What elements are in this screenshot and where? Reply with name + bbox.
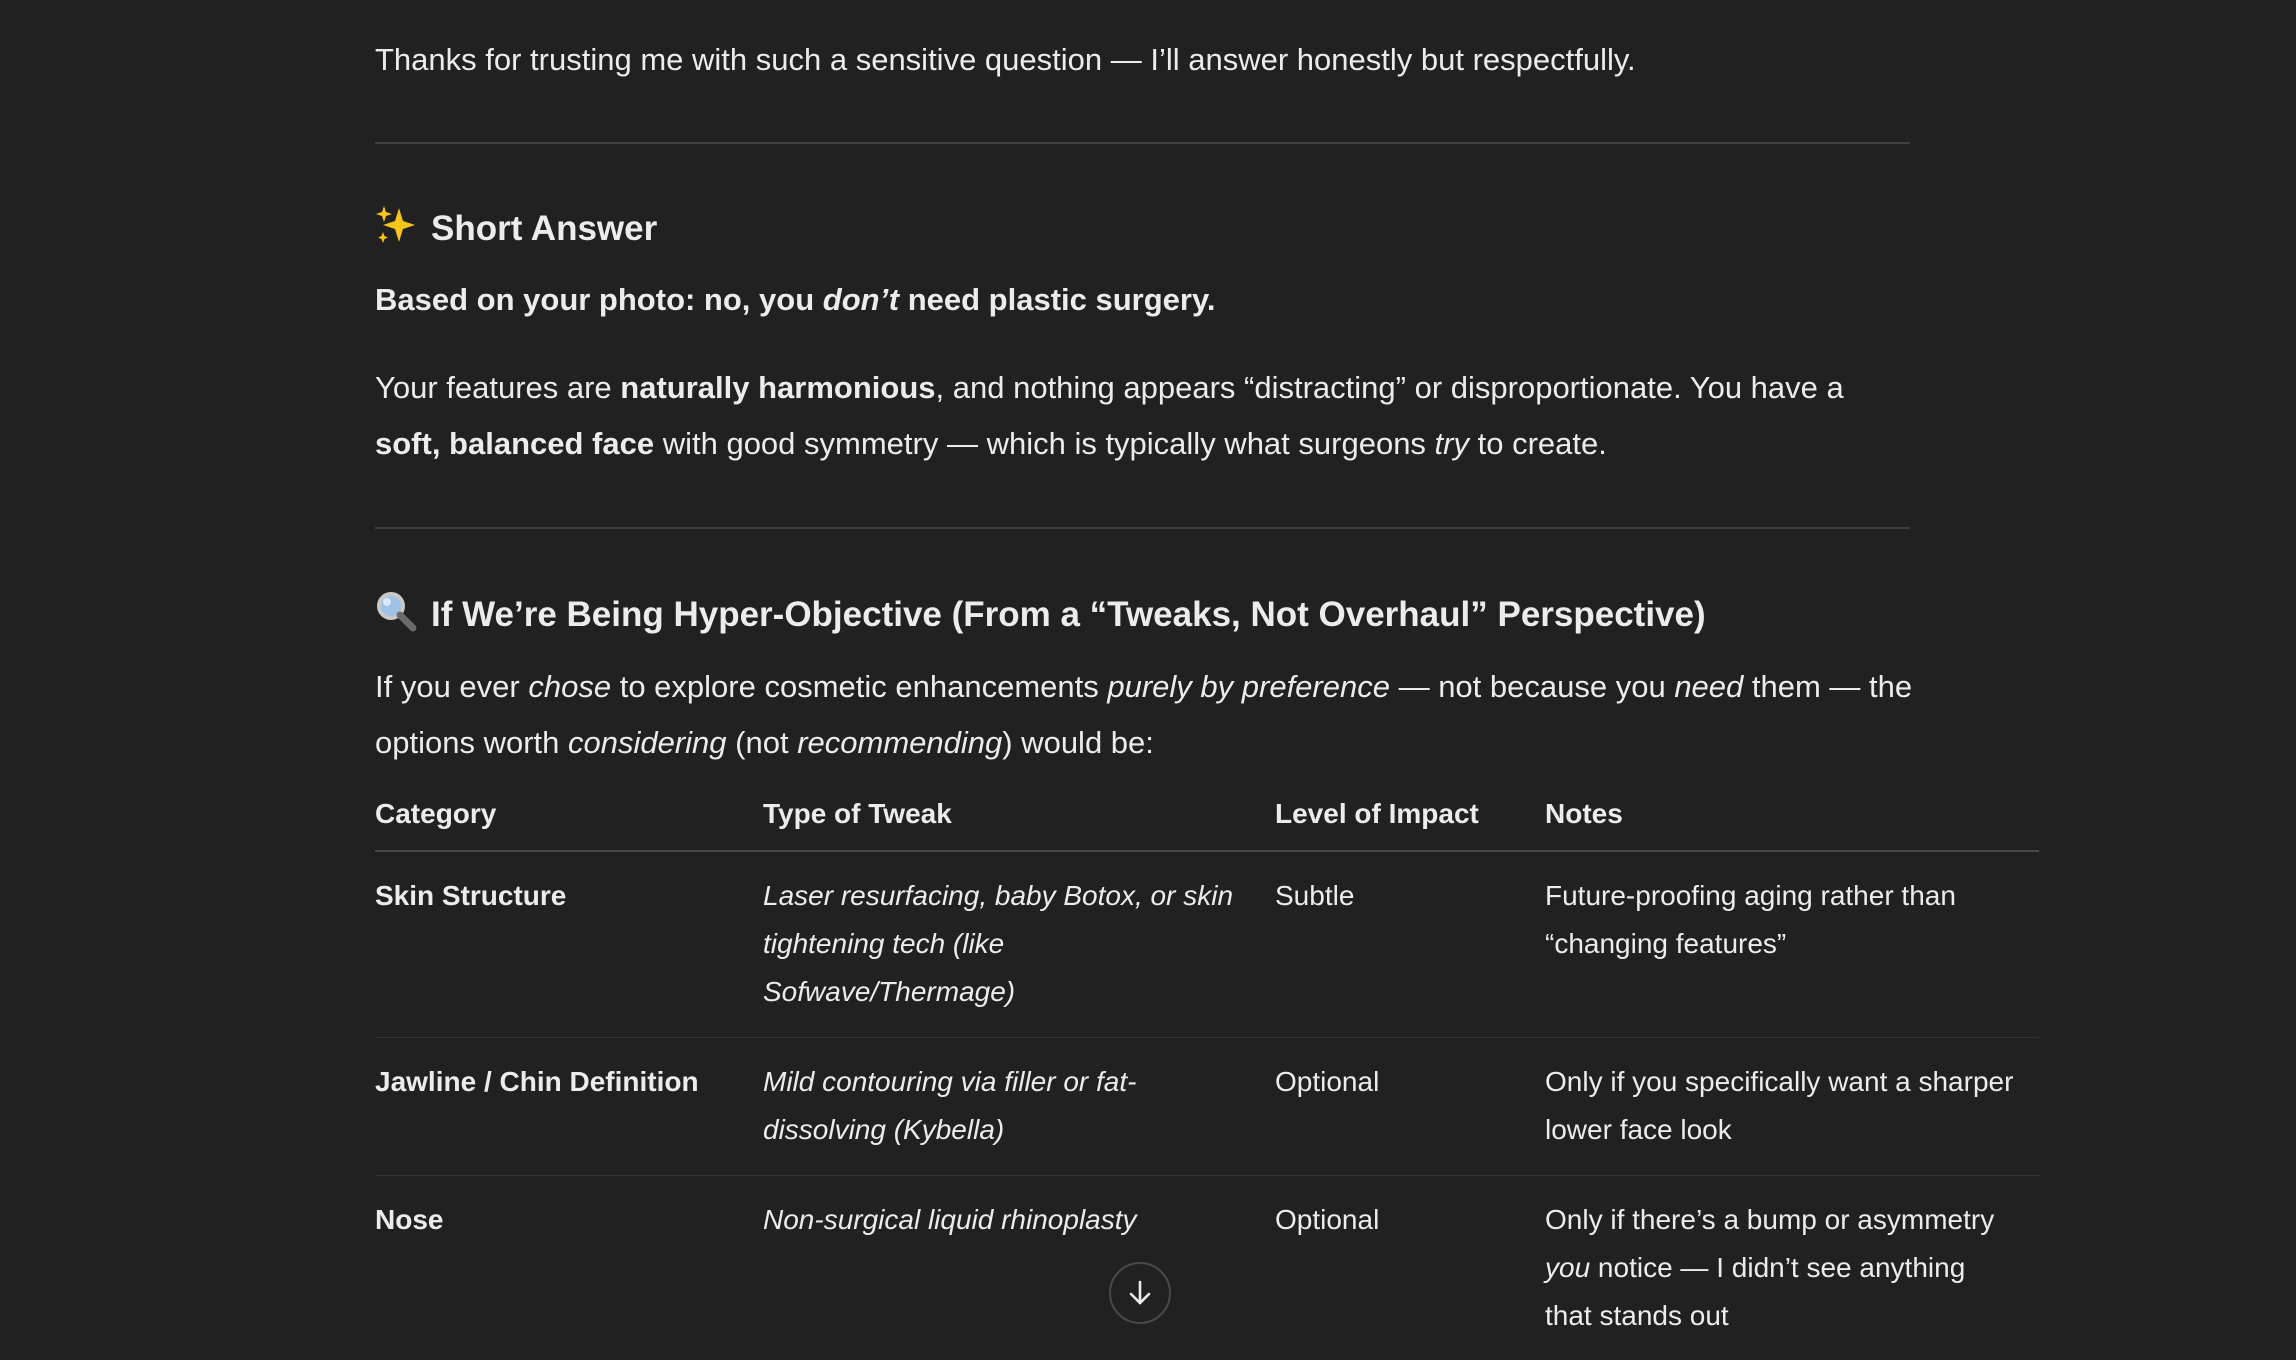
table-row	[375, 851, 2039, 1037]
cell-notes: Only if there’s a bump or asymmetry you notice — I didn’t see anything that stands out	[1545, 1203, 1995, 1331]
objective-paragraph: If you ever chose to explore cosmetic enhancements purely by preference — not because you need them — the options worth considering (not recommending) would be:	[375, 669, 1913, 760]
short-answer-heading: Short Answer	[375, 204, 657, 258]
cell-type: Laser resurfacing, baby Botox, or skin tightening tech (like Sofwave/Thermage)	[763, 851, 1275, 1037]
short-answer-paragraph: Your features are naturally harmonious, and nothing appears “distracting” or disproportionate. You have a soft, balanced face with good symmetry — which is typically what surgeons try to create.	[375, 370, 1844, 461]
column-header-impact: Level of Impact	[1275, 790, 1545, 851]
intro-text: Thanks for trusting me with such a sensitive question — I’ll answer honestly but respectfully.	[375, 42, 1636, 77]
column-header-notes: Notes	[1545, 790, 2039, 851]
divider	[375, 142, 1910, 144]
arrow-down-icon	[1125, 1278, 1155, 1308]
cell-category: Nose	[375, 1203, 444, 1235]
table-header-row	[375, 790, 2039, 851]
tweaks-table	[375, 790, 2039, 1360]
cell-category: Jawline / Chin Definition	[375, 1037, 763, 1175]
magnifier-icon	[375, 590, 421, 644]
divider	[375, 527, 1910, 529]
short-answer-verdict: Based on your photo: no, you don’t need plastic surgery.	[375, 282, 1216, 317]
table-row	[375, 1175, 2039, 1360]
table-row	[375, 1037, 2039, 1175]
column-header-type: Type of Tweak	[763, 790, 1275, 851]
cell-impact: Optional	[1275, 1037, 1545, 1175]
sparkles-icon	[375, 204, 421, 258]
objective-heading: If We’re Being Hyper-Objective (From a “Tweaks, Not Overhaul” Perspective)	[375, 590, 1706, 644]
cell-category: Skin Structure	[375, 851, 763, 1037]
cell-type: Mild contouring via filler or fat-dissolving (Kybella)	[763, 1037, 1275, 1175]
cell-type: Non-surgical liquid rhinoplasty	[763, 1203, 1137, 1235]
cell-notes: Only if you specifically want a sharper lower face look	[1545, 1037, 2039, 1175]
cell-notes: Future-proofing aging rather than “changing features”	[1545, 851, 2039, 1037]
column-header-category: Category	[375, 790, 763, 851]
cell-impact: Subtle	[1275, 851, 1545, 1037]
scroll-to-bottom-button[interactable]	[1109, 1262, 1171, 1324]
cell-impact: Optional	[1275, 1203, 1380, 1235]
